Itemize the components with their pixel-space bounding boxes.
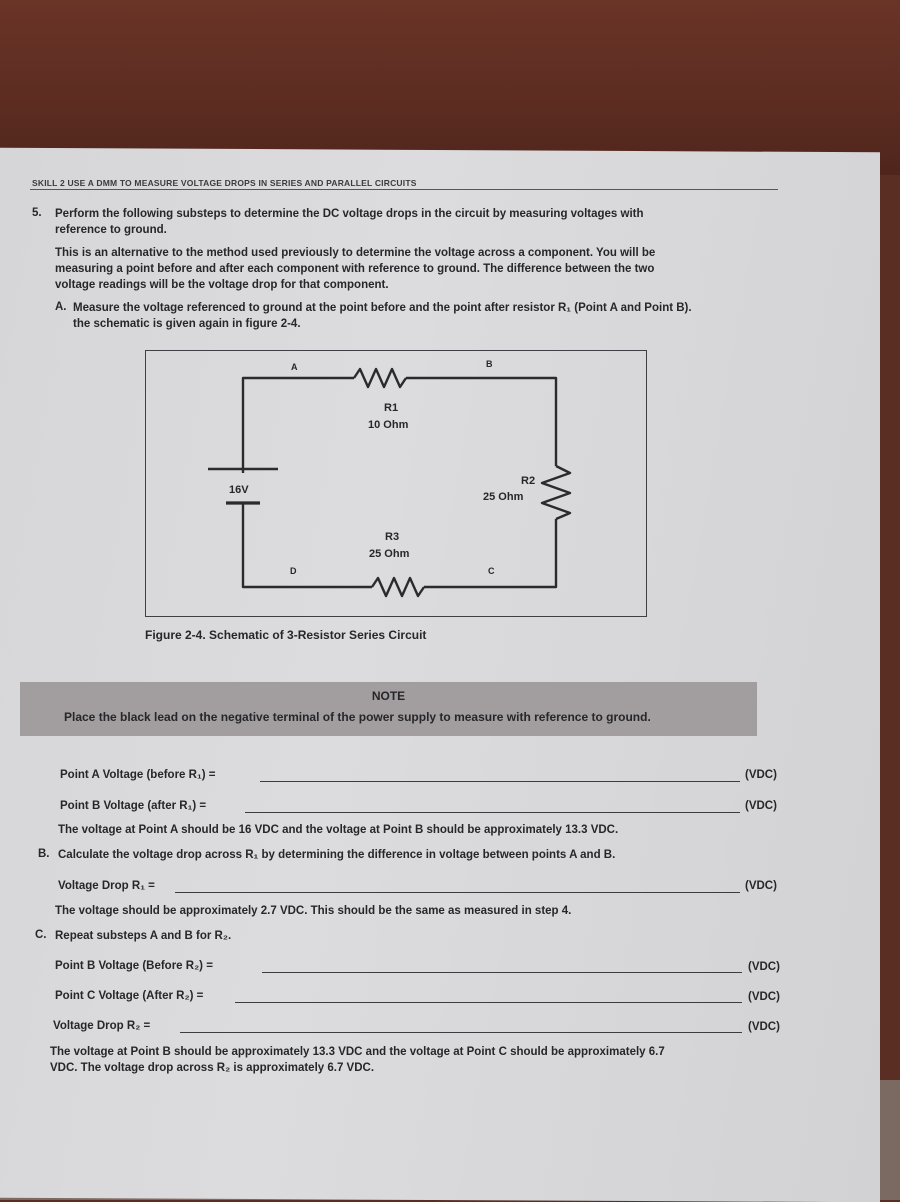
point-c-after-r2-blank[interactable]	[235, 1002, 742, 1003]
point-a-unit: (VDC)	[745, 769, 777, 781]
expected-c-line2: VDC. The voltage drop across R₂ is approximately 6.7 VDC.	[50, 1062, 375, 1074]
point-b-unit: (VDC)	[745, 800, 777, 812]
wire-top-left	[243, 378, 354, 469]
note-title: NOTE	[371, 689, 406, 703]
substep-c-letter: C.	[35, 929, 47, 941]
r1-value: 10 Ohm	[368, 419, 409, 431]
voltage-drop-r1-blank[interactable]	[175, 892, 740, 893]
point-c-after-r2-label: Point C Voltage (After R₂) =	[55, 990, 204, 1002]
step-number: 5.	[32, 207, 42, 219]
voltage-drop-r1-label: Voltage Drop R₁ =	[58, 880, 155, 892]
step5-para-line1: This is an alternative to the method used previously to determine the voltage across a component. You will be	[55, 247, 656, 259]
source-voltage: 16V	[229, 484, 249, 496]
header-rule	[30, 189, 778, 190]
schematic-drawing	[146, 351, 646, 616]
drop-r2-unit: (VDC)	[748, 1021, 780, 1033]
r2-name: R2	[521, 475, 536, 487]
point-c-r2-unit: (VDC)	[748, 991, 780, 1003]
running-header: SKILL 2 USE A DMM TO MEASURE VOLTAGE DROPS IN SERIES AND PARALLEL CIRCUITS	[32, 178, 417, 188]
point-d-label: D	[290, 566, 297, 576]
point-b-label: B	[486, 359, 493, 369]
substep-b-letter: B.	[38, 848, 50, 860]
step5-line2: reference to ground.	[55, 224, 167, 236]
point-c-label: C	[488, 566, 495, 576]
substep-c-text: Repeat substeps A and B for R₂.	[55, 930, 232, 942]
note-text: Place the black lead on the negative terminal of the power supply to measure with reference to ground.	[64, 710, 651, 724]
point-b-before-r2-label: Point B Voltage (Before R₂) =	[55, 960, 213, 972]
point-b-voltage-label: Point B Voltage (after R₁) =	[60, 800, 207, 812]
r1-name: R1	[384, 402, 399, 414]
wire-bottom-left	[243, 507, 372, 587]
figure-caption: Figure 2-4. Schematic of 3-Resistor Series Circuit	[145, 628, 427, 642]
r2-value: 25 Ohm	[483, 491, 524, 503]
resistor-r1	[354, 369, 406, 387]
point-a-voltage-blank[interactable]	[260, 781, 740, 782]
substep-b-text: Calculate the voltage drop across R₁ by determining the difference in voltage between points A and B.	[58, 849, 616, 861]
expected-ab-text: The voltage at Point A should be 16 VDC and the voltage at Point B should be approximately 13.3 VDC.	[58, 824, 619, 836]
step5-line1: Perform the following substeps to determine the DC voltage drops in the circuit by measuring voltages with	[55, 208, 644, 220]
expected-c-line1: The voltage at Point B should be approximately 13.3 VDC and the voltage at Point C should be approximately 6.7	[50, 1046, 665, 1058]
resistor-r2	[542, 466, 570, 519]
wire-bottom-right	[424, 519, 556, 587]
wire-top-right	[406, 378, 556, 466]
step5-para-line3: voltage readings will be the voltage drop for that component.	[55, 279, 389, 291]
point-b-voltage-blank[interactable]	[245, 812, 740, 813]
r3-value: 25 Ohm	[369, 548, 410, 560]
substep-a-line2: the schematic is given again in figure 2-4.	[73, 318, 301, 330]
voltage-drop-r2-label: Voltage Drop R₂ =	[53, 1020, 151, 1032]
point-a-voltage-label: Point A Voltage (before R₁) =	[60, 769, 216, 781]
step5-para-line2: measuring a point before and after each component with reference to ground. The difference between the two	[55, 263, 655, 275]
voltage-drop-r2-blank[interactable]	[180, 1032, 742, 1033]
substep-a-line1: Measure the voltage referenced to ground at the point before and the point after resistor R₁ (Point A and Point B).	[73, 302, 692, 314]
circuit-schematic	[145, 350, 647, 617]
substep-a-letter: A.	[55, 301, 67, 313]
resistor-r3	[372, 578, 424, 596]
expected-b-text: The voltage should be approximately 2.7 VDC. This should be the same as measured in step 4.	[55, 905, 572, 917]
drop-r1-unit: (VDC)	[745, 880, 777, 892]
point-a-label: A	[291, 362, 298, 372]
point-b-before-r2-blank[interactable]	[262, 972, 742, 973]
note-box	[20, 682, 757, 736]
point-b-r2-unit: (VDC)	[748, 961, 780, 973]
r3-name: R3	[385, 531, 400, 543]
